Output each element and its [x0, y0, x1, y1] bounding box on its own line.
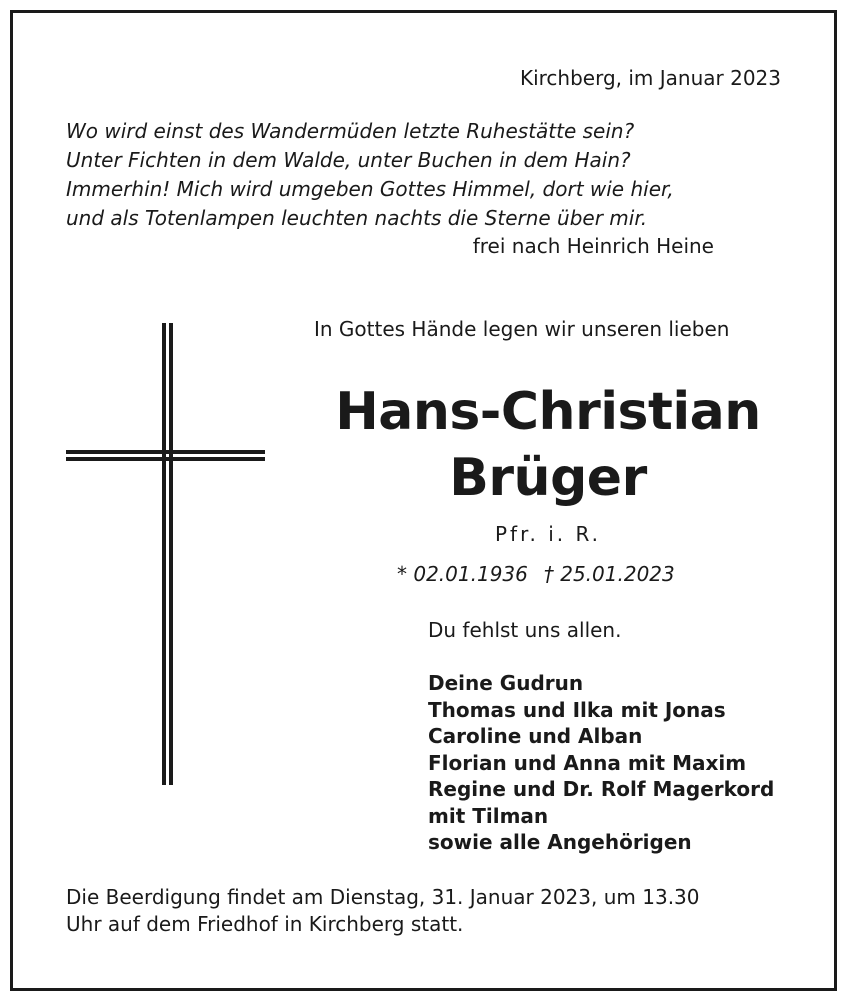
- mourner-line: mit Tilman: [428, 803, 549, 828]
- death-date: † 25.01.2023: [543, 562, 675, 586]
- poem: [66, 117, 766, 233]
- funeral-info: [66, 884, 786, 938]
- poem-line: Unter Fichten in dem Walde, unter Buchen in dem Hain?: [66, 148, 631, 172]
- mourner-line: Florian und Anna mit Maxim: [428, 750, 747, 775]
- mourner-line: Regine und Dr. Rolf Magerkord: [428, 777, 775, 801]
- poem-line: Wo wird einst des Wandermüden letzte Ruhestätte sein?: [66, 119, 635, 143]
- mourner-line: Thomas und Ilka mit Jonas: [428, 697, 726, 722]
- deceased-first-name: Hans-Christian: [335, 382, 761, 442]
- deceased-last-name: Brüger: [449, 448, 647, 508]
- mourners-list: [428, 670, 774, 856]
- intro-text: In Gottes Hände legen wir unseren lieben: [314, 317, 730, 341]
- poem-line: und als Totenlampen leuchten nachts die Sterne über mir.: [66, 206, 648, 230]
- life-dates: [397, 562, 675, 586]
- mourner-line: sowie alle Angehörigen: [428, 830, 692, 854]
- closing-text: Du fehlst uns allen.: [428, 618, 622, 642]
- poem-line: Immerhin! Mich wird umgeben Gottes Himmel, dort wie hier,: [66, 177, 674, 201]
- poem-attribution: frei nach Heinrich Heine: [472, 234, 714, 258]
- place-date: Kirchberg, im Januar 2023: [519, 66, 781, 90]
- mourner-line: Caroline und Alban: [428, 724, 643, 748]
- funeral-line: Uhr auf dem Friedhof in Kirchberg statt.: [66, 912, 464, 936]
- birth-date: * 02.01.1936: [397, 562, 528, 586]
- deceased-title: Pfr. i. R.: [494, 522, 601, 546]
- funeral-line: Die Beerdigung findet am Dienstag, 31. Januar 2023, um 13.30: [66, 885, 700, 909]
- mourner-line: Deine Gudrun: [428, 671, 584, 695]
- cross-icon: [66, 323, 265, 785]
